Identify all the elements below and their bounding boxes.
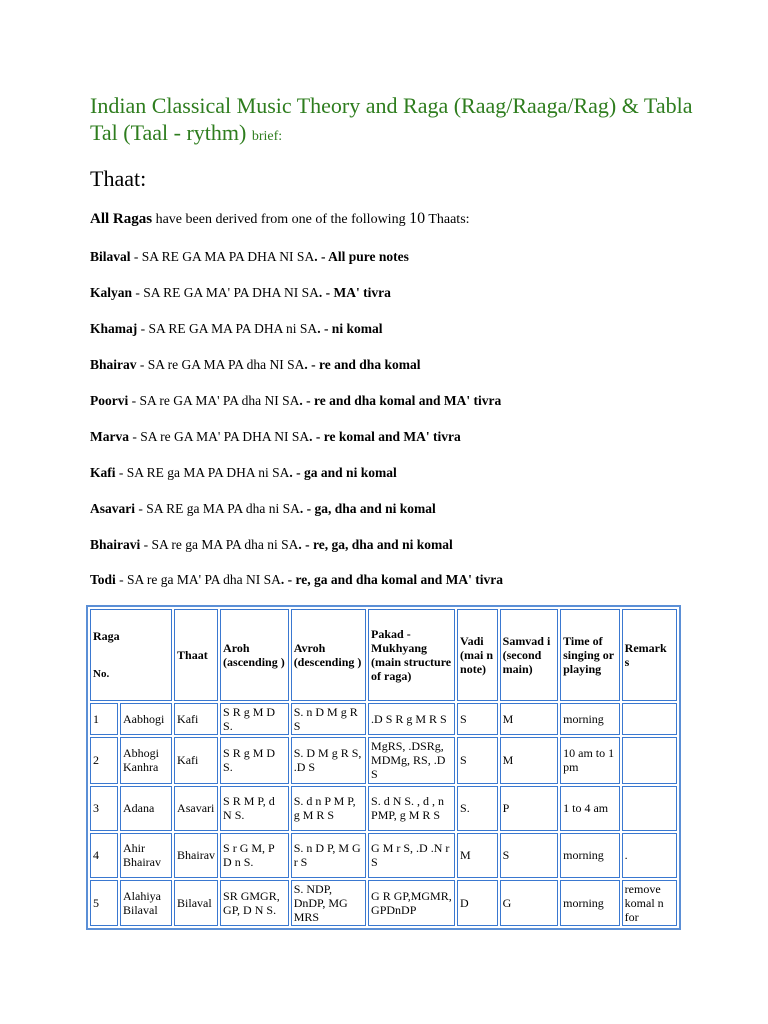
thaat-name: Poorvi bbox=[90, 393, 129, 408]
row-raga: Aabhogi bbox=[120, 703, 172, 735]
thaat-name: Marva bbox=[90, 429, 129, 444]
thaat-note: . - ga and ni komal bbox=[289, 465, 397, 480]
row-raga: Alahiya Bilaval bbox=[120, 880, 172, 926]
row-avroh: S. n D M g R S bbox=[291, 703, 366, 735]
thaat-line bbox=[90, 429, 461, 445]
row-aroh: S R M P, d N S. bbox=[220, 786, 289, 831]
thaat-line bbox=[90, 465, 397, 481]
row-remarks: remove komal n for bbox=[622, 880, 677, 926]
row-raga: Ahir Bhairav bbox=[120, 833, 172, 878]
thaat-note: . - All pure notes bbox=[314, 249, 409, 264]
thaat-name: Bhairavi bbox=[90, 537, 141, 552]
row-vadi: S bbox=[457, 737, 498, 783]
pakad-header: Pakad - Mukhyang (main structure of raga) bbox=[368, 609, 455, 701]
thaat-note: . - re, ga, dha and ni komal bbox=[298, 537, 453, 552]
thaat-note: . - re and dha komal and MA' tivra bbox=[299, 393, 502, 408]
row-time: morning bbox=[560, 880, 620, 926]
row-remarks: . bbox=[622, 833, 677, 878]
vadi-header: Vadi (mai n note) bbox=[457, 609, 498, 701]
row-samvadi: M bbox=[500, 703, 558, 735]
thaat-note: . - re komal and MA' tivra bbox=[309, 429, 461, 444]
row-number: 3 bbox=[90, 786, 118, 831]
row-aroh: SR GMGR, GP, D N S. bbox=[220, 880, 289, 926]
row-vadi: S bbox=[457, 703, 498, 735]
intro-paragraph bbox=[90, 210, 470, 228]
row-pakad: S. d N S. , d , n PMP, g M R S bbox=[368, 786, 455, 831]
row-aroh: S R g M D S. bbox=[220, 737, 289, 783]
row-pakad: G M r S, .D .N r S bbox=[368, 833, 455, 878]
intro-count: 10 bbox=[409, 210, 426, 227]
row-raga: Abhogi Kanhra bbox=[120, 737, 172, 783]
row-pakad: G R GP,MGMR, GPDnDP bbox=[368, 880, 455, 926]
row-avroh: S. NDP, DnDP, MG MRS bbox=[291, 880, 366, 926]
time-header: Time of singing or playing bbox=[560, 609, 620, 701]
thaat-notes: - SA RE GA MA' PA DHA NI SA bbox=[132, 285, 319, 300]
row-aroh: S r G M, P D n S. bbox=[220, 833, 289, 878]
row-vadi: D bbox=[457, 880, 498, 926]
thaat-line bbox=[90, 501, 436, 517]
row-samvadi: M bbox=[500, 737, 558, 783]
raga-table bbox=[86, 605, 681, 930]
section-heading: Thaat: bbox=[90, 166, 147, 191]
row-time: morning bbox=[560, 833, 620, 878]
thaat-header: Thaat bbox=[174, 609, 218, 701]
avroh-header: Avroh (descending ) bbox=[291, 609, 366, 701]
thaat-notes: - SA RE ga MA PA DHA ni SA bbox=[115, 465, 290, 480]
row-number: 5 bbox=[90, 880, 118, 926]
row-vadi: M bbox=[457, 833, 498, 878]
row-aroh: S R g M D S. bbox=[220, 703, 289, 735]
row-avroh: S. n D P, M G r S bbox=[291, 833, 366, 878]
thaat-name: Bilaval bbox=[90, 249, 131, 264]
thaat-notes: - SA RE ga MA PA dha ni SA bbox=[135, 501, 300, 516]
table-row bbox=[90, 833, 677, 878]
table-row bbox=[90, 703, 677, 735]
page-title-main: Indian Classical Music Theory and Raga (Raag/Raaga/Rag) & Tabla Tal (Taal - rythm) bbox=[90, 93, 693, 145]
row-avroh: S. d n P M P, g M R S bbox=[291, 786, 366, 831]
thaat-notes: - SA re ga MA PA dha ni SA bbox=[140, 537, 299, 552]
row-thaat: Bilaval bbox=[174, 880, 218, 926]
thaat-notes: - SA re GA MA' PA DHA NI SA bbox=[128, 429, 310, 444]
row-time: morning bbox=[560, 703, 620, 735]
thaat-notes: - SA re ga MA' PA dha NI SA bbox=[115, 572, 281, 587]
thaat-note: . - MA' tivra bbox=[318, 285, 391, 300]
raga-table-header-row bbox=[90, 609, 677, 701]
thaat-note: . - re, ga and dha komal and MA' tivra bbox=[280, 572, 504, 587]
row-vadi: S. bbox=[457, 786, 498, 831]
raga-header-cell bbox=[90, 609, 172, 701]
row-samvadi: P bbox=[500, 786, 558, 831]
thaat-note: . - ni komal bbox=[317, 321, 383, 336]
raga-header-label: Raga bbox=[93, 629, 120, 644]
row-samvadi: S bbox=[500, 833, 558, 878]
row-number: 2 bbox=[90, 737, 118, 783]
thaat-name: Todi bbox=[90, 572, 116, 587]
row-number: 4 bbox=[90, 833, 118, 878]
remarks-header: Remark s bbox=[622, 609, 677, 701]
thaat-name: Bhairav bbox=[90, 357, 137, 372]
thaat-name: Kalyan bbox=[90, 285, 133, 300]
thaat-name: Khamaj bbox=[90, 321, 138, 336]
intro-text-2: Thaats: bbox=[425, 212, 470, 227]
row-samvadi: G bbox=[500, 880, 558, 926]
thaat-notes: - SA re GA MA PA dha NI SA bbox=[136, 357, 305, 372]
row-pakad: MgRS, .DSRg, MDMg, RS, .D S bbox=[368, 737, 455, 783]
row-time: 1 to 4 am bbox=[560, 786, 620, 831]
aroh-header: Aroh (ascending ) bbox=[220, 609, 289, 701]
row-thaat: Kafi bbox=[174, 703, 218, 735]
thaat-line bbox=[90, 537, 453, 553]
row-remarks bbox=[622, 703, 677, 735]
page-title bbox=[90, 92, 710, 150]
thaat-line bbox=[90, 572, 503, 588]
thaat-notes: - SA RE GA MA PA DHA NI SA bbox=[130, 249, 315, 264]
page-title-suffix: brief: bbox=[251, 129, 283, 144]
thaat-name: Kafi bbox=[90, 465, 116, 480]
row-remarks bbox=[622, 737, 677, 783]
samvadi-header: Samvad i (second main) bbox=[500, 609, 558, 701]
thaat-line bbox=[90, 249, 409, 265]
thaat-note: . - ga, dha and ni komal bbox=[299, 501, 436, 516]
row-thaat: Asavari bbox=[174, 786, 218, 831]
table-row bbox=[90, 786, 677, 831]
thaat-notes: - SA re GA MA' PA dha NI SA bbox=[128, 393, 300, 408]
thaat-line bbox=[90, 285, 391, 301]
intro-bold: All Ragas bbox=[90, 211, 153, 227]
thaat-line bbox=[90, 393, 501, 409]
row-number: 1 bbox=[90, 703, 118, 735]
row-thaat: Kafi bbox=[174, 737, 218, 783]
row-thaat: Bhairav bbox=[174, 833, 218, 878]
row-avroh: S. D M g R S, .D S bbox=[291, 737, 366, 783]
row-time: 10 am to 1 pm bbox=[560, 737, 620, 783]
thaat-notes: - SA RE GA MA PA DHA ni SA bbox=[137, 321, 318, 336]
row-pakad: .D S R g M R S bbox=[368, 703, 455, 735]
thaat-note: . - re and dha komal bbox=[304, 357, 421, 372]
row-raga: Adana bbox=[120, 786, 172, 831]
thaat-line bbox=[90, 357, 420, 373]
intro-text-1: have been derived from one of the following bbox=[152, 212, 410, 227]
no-header-label: No. bbox=[93, 668, 110, 681]
table-row bbox=[90, 880, 677, 926]
row-remarks bbox=[622, 786, 677, 831]
thaat-line bbox=[90, 321, 382, 337]
table-row bbox=[90, 737, 677, 783]
thaat-name: Asavari bbox=[90, 501, 135, 516]
